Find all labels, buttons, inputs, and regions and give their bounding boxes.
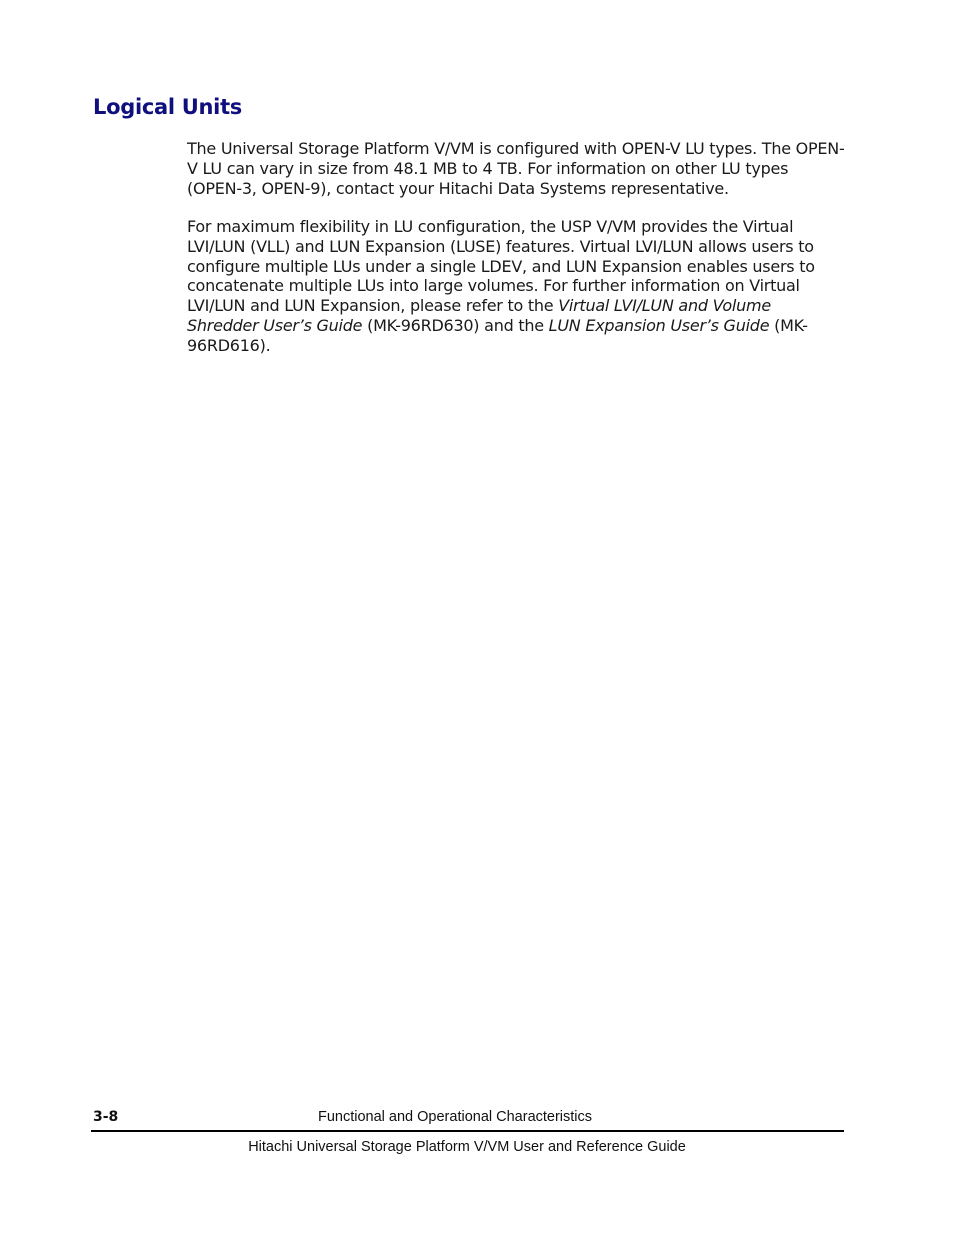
guide-title-vll: Virtual LVI/LUN and Volume Shredder User’s Guide xyxy=(187,296,771,335)
guide-title-luse: LUN Expansion User’s Guide xyxy=(548,315,770,335)
footer-page-number: 3-8 xyxy=(93,1109,119,1125)
paragraph-text-segment: For maximum flexibility in LU configuration, the USP V/VM provides the Virtual LVI/LUN (VLL) and LUN Expansion (LUSE) features. Virtual LVI/LUN allows users to configure multiple LUs under a single LDEV, and LUN Expansion enables users to concatenate multiple LUs into large volumes. For further information on Virtual LVI/LUN and LUN Expansion, please refer to the xyxy=(187,217,815,316)
paragraph-text-segment: (MK-96RD630) and the xyxy=(362,315,549,335)
paragraph-text-segment: (MK-96RD616). xyxy=(187,315,808,355)
footer-book-title: Hitachi Universal Storage Platform V/VM User and Reference Guide xyxy=(248,1139,686,1155)
section-heading: Logical Units xyxy=(93,95,243,119)
paragraph-lu-configuration xyxy=(187,217,847,356)
footer-chapter-title: Functional and Operational Characteristics xyxy=(318,1109,593,1125)
footer-divider xyxy=(91,1130,844,1132)
paragraph-lu-types: The Universal Storage Platform V/VM is configured with OPEN-V LU types. The OPEN-V LU can vary in size from 48.1 MB to 4 TB. For information on other LU types (OPEN-3, OPEN-9), contact your Hitachi Data Systems representative. xyxy=(187,139,845,198)
